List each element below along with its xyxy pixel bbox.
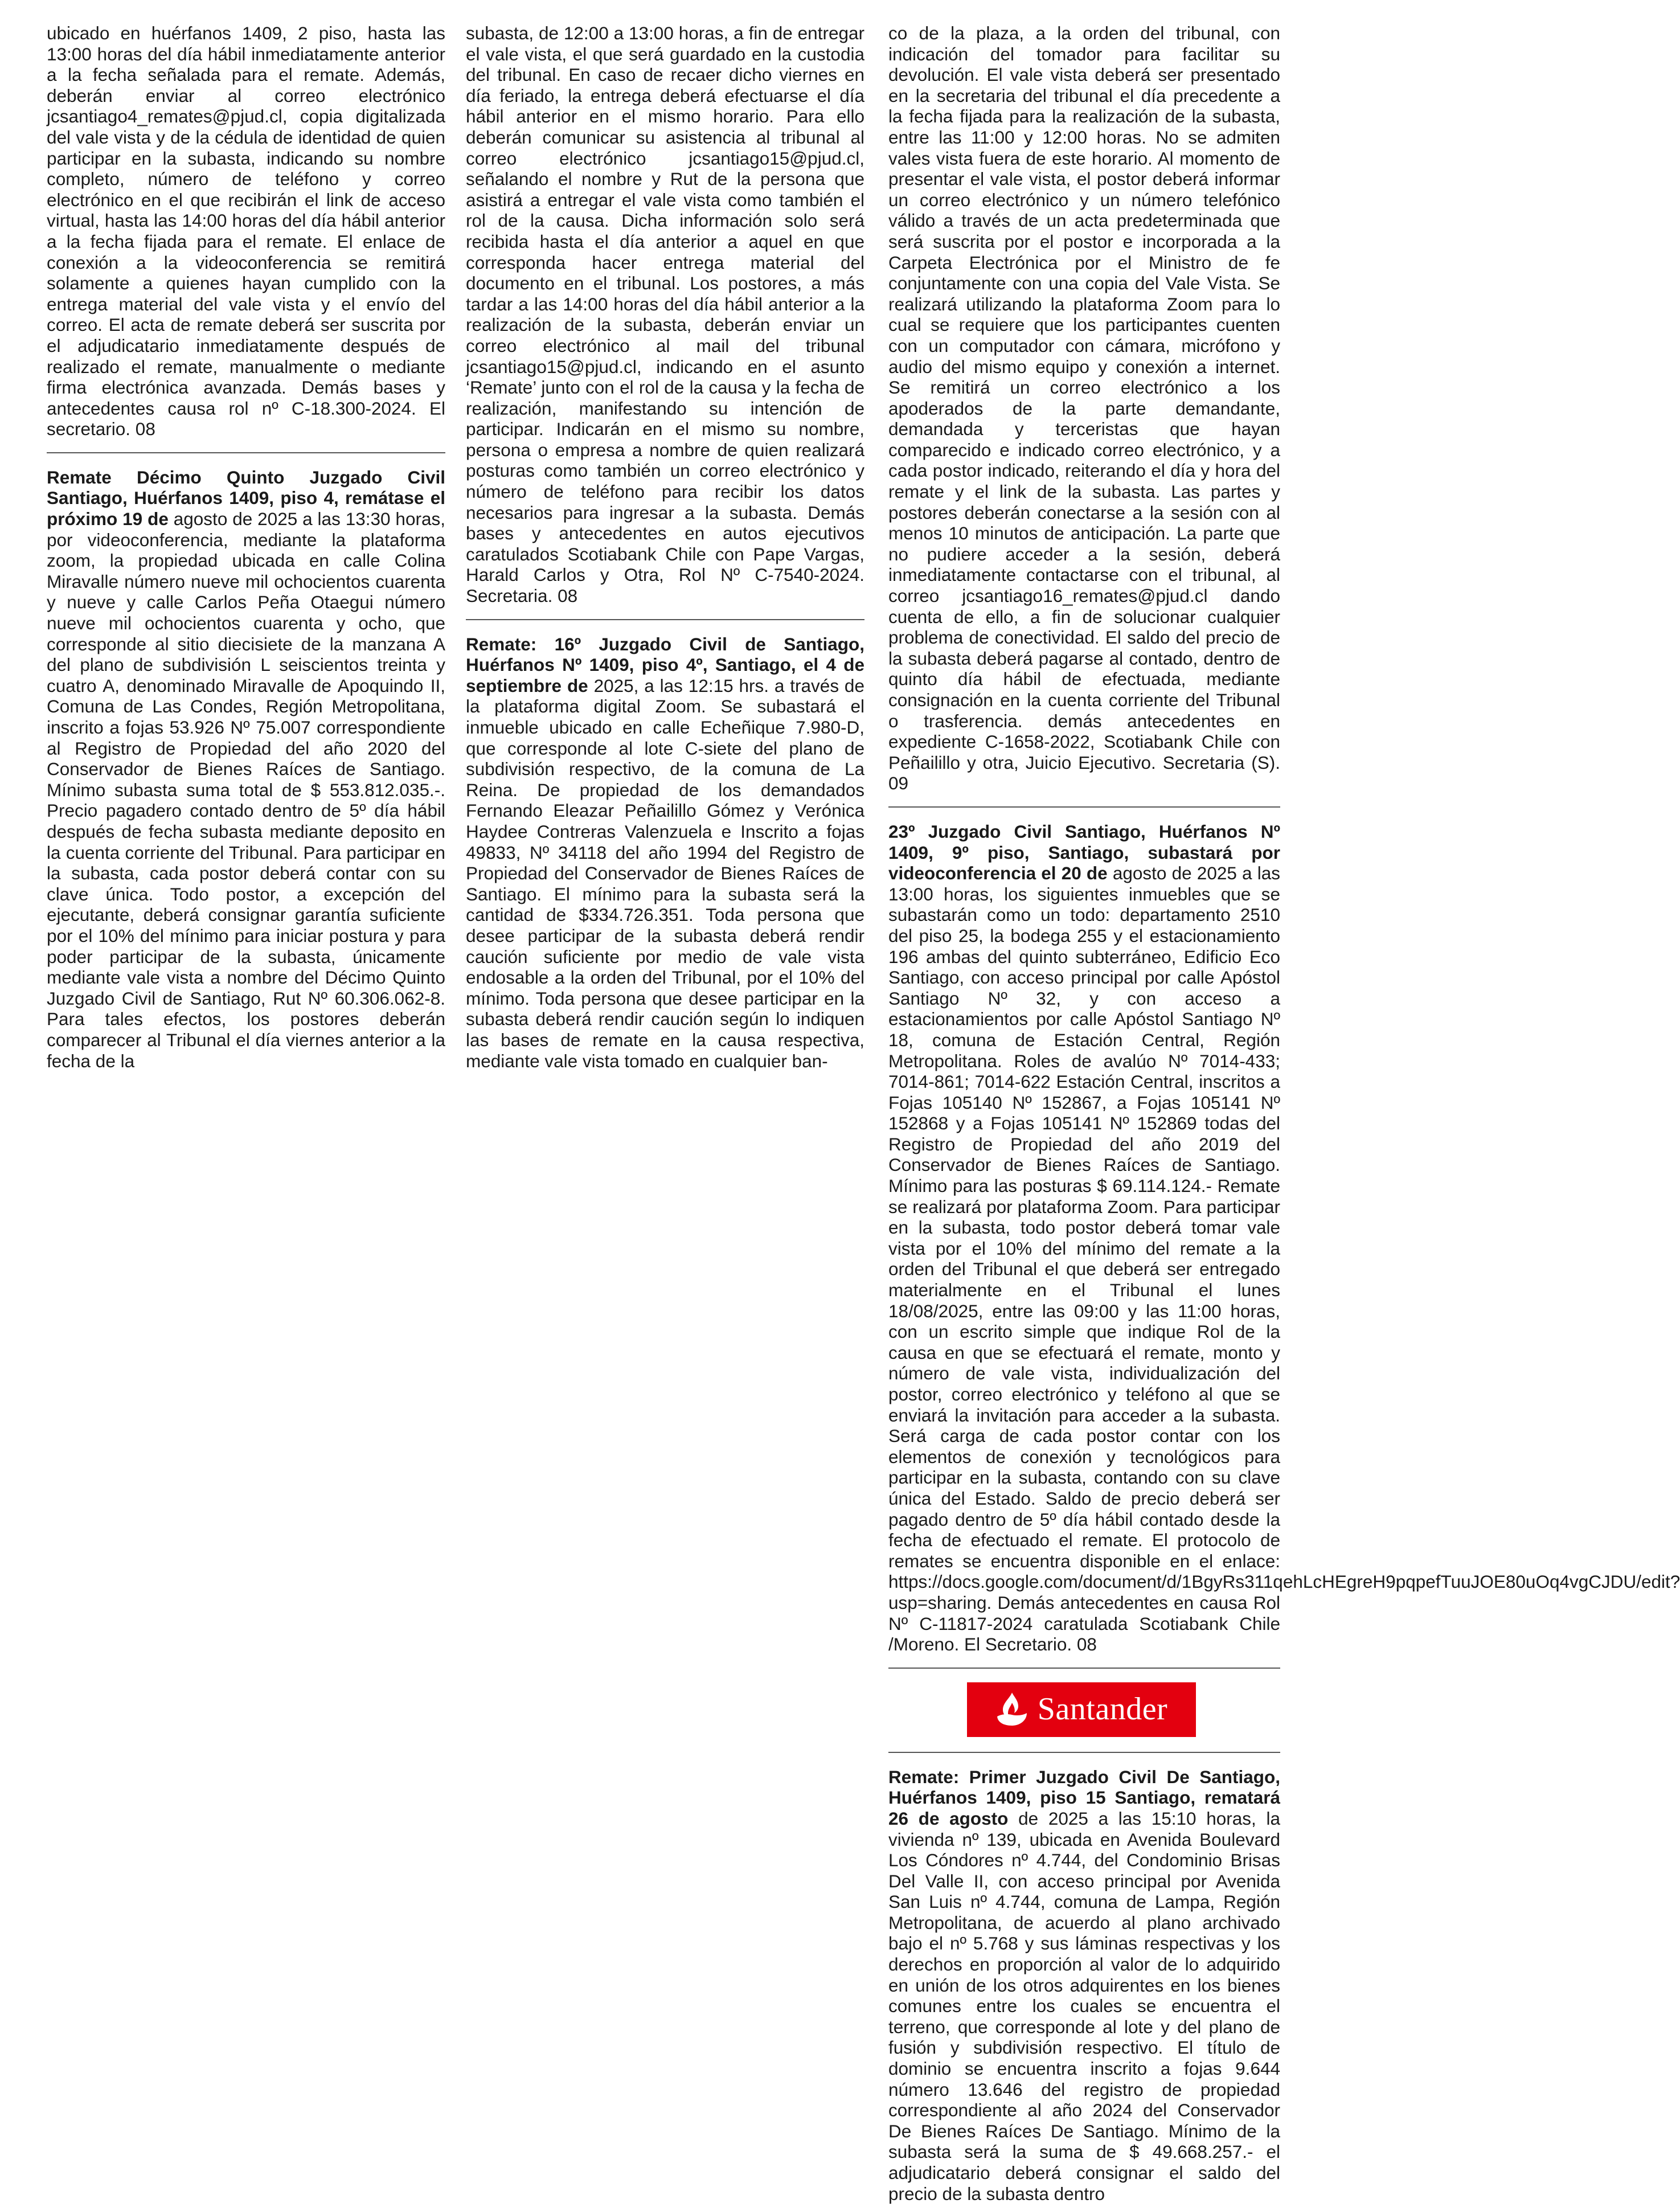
notice-body (888, 23, 1280, 794)
notice-body-text: 2025, a las 12:15 hrs. a través de la plataforma digital Zoom. Se subastará el inmueble ubicado en calle Echeñique 7.980-D, que corresponde al lote C-siete del plano de subdivisión respectivo, de la comuna de La Reina. De propiedad de los demandados Fernando Eleazar Peñailillo Gómez y Verónica Haydee Contreras Valenzuela e Inscrito a fojas 49833, Nº 34118 del año 1994 del Registro de Propiedad del Conservador de Bienes Raíces de Santiago. El mínimo para la subasta será la cantidad de $334.726.351. Toda persona que desee participar de la subasta deberá rendir caución suficiente por medio de vale vista endosable a la orden del Tribunal, por el 10% del mínimo. Toda persona que desee participar en la subasta deberá rendir caución según lo indiquen las bases de remate en la causa respectiva, mediante vale vista tomado en cualquier ban- (466, 675, 864, 1071)
notice-heading: Remate: 16º Juzgado Civil de Santiago, Huérfanos Nº 1409, piso 4º, Santiago, el 4 de septiembre de (466, 633, 864, 696)
column-2 (466, 23, 864, 1071)
santander-ad (888, 1682, 1280, 1748)
notice-body-text: de 2025 a las 15:10 horas, la vivienda nº 139, ubicada en Avenida Boulevard Los Cóndores nº 4.744, del Condominio Brisas Del Valle II, con acceso principal por Avenida San Luis nº 4.744, comuna de Lampa, Región Metropolitana, de acuerdo al plano archivado bajo el nº 5.768 y sus láminas respectivas y los derechos en proporción al valor de lo adquirido en unión de los otros adquirentes en los bienes comunes entre los cuales se encuentra el terreno, que corresponde al lote y del plano de fusión y subdivisión respectivo. El título de dominio se encuentra inscrito a fojas 9.644 número 13.646 del registro de propiedad correspondiente al año 2024 del Conservador De Bienes Raíces De Santiago. Mínimo de la subasta será la suma de $ 49.668.257.- el adjudicatario deberá consignar el saldo del precio de la subasta dentro (888, 1808, 1280, 2204)
notice-body-text: agosto de 2025 a las 13:00 horas, los siguientes inmuebles que se subastarán como un todo: departamento 2510 del piso 25, la bodega 255 y el estacionamiento 196 ambas del quinto subterráneo, Edificio Eco Santiago, con acceso principal por calle Apóstol Santiago Nº 32, y con acceso a estacionamientos por calle Apóstol Santiago Nº 18, comuna de Estación Central, Región Metropolitana. Roles de avalúo Nº 7014-433; 7014-861; 7014-622 Estación Central, inscritos a Fojas 105140 Nº 152867, a Fojas 105141 Nº 152868 y a Fojas 105141 Nº 152869 todas del Registro de Propiedad del año 2019 del Conservador de Bienes Raíces de Santiago. Mínimo para las posturas $ 69.114.124.- Remate se realizará por plataforma Zoom. Para participar en la subasta, todo postor deberá tomar vale vista por el 10% del mínimo del remate a la orden del Tribunal el que deberá ser entregado materialmente en el Tribunal el lunes 18/08/2025, entre las 09:00 y las 11:00 horas, con un escrito simple que indique Rol de la causa en que se efectuará el remate, monto y número de vale vista, individualización del postor, correo electrónico y teléfono al que se enviará la invitación para acceder a la subasta. Será carga de cada postor contar con los elementos de conexión y tecnológicos para participar en la subasta, contando con su clave única del Estado. Saldo de precio deberá ser pagado dentro de 5º día hábil contado desde la fecha de efectuado el remate. El protocolo de remates se encuentra disponible en el enlace: https://docs.google.com/document/d/1BgyRs311qehLcHEgreH9pqpefTuuJOE80uOq4vgCJDU/edit?usp=sharing. Demás antecedentes en causa Rol Nº C-11817-2024 caratulada Scotiabank Chile /Moreno. El Secretario. 08 (888, 863, 1680, 1655)
notice-body (466, 23, 864, 607)
notice-continuation-4th-court (47, 23, 445, 440)
notice-heading: Remate Décimo Quinto Juzgado Civil Santiago, Huérfanos 1409, piso 4, remátase el próximo 19 de (47, 466, 445, 530)
separator-rule (888, 1752, 1280, 1753)
notice-1st-court (888, 1767, 1280, 2204)
santander-logo (967, 1682, 1196, 1737)
separator-rule (888, 1668, 1280, 1669)
column-3 (888, 23, 1680, 2204)
santander-brand-text: Santander (1037, 1691, 1168, 1727)
separator-rule (47, 452, 445, 453)
notice-body (466, 634, 864, 1071)
notice-body-text: subasta, de 12:00 a 13:00 horas, a fin de entregar el vale vista, el que será guardado en la custodia del tribunal. En caso de recaer dicho viernes en día feriado, la entrega deberá efectuarse el día hábil anterior en el mismo horario. Para ello deberán comunicar su asistencia al tribunal al correo electrónico jcsantiago15@pjud.cl, señalando el nombre y Rut de la persona que asistirá a entregar el vale vista como también el rol de la causa. Dicha información solo será recibida hasta el día anterior a aquel en que corresponda hacer entrega material del documento en el tribunal. Los postores, a más tardar a las 14:00 horas del día hábil anterior a la realización de la subasta, deberán enviar un correo electrónico al mail del tribunal jcsantiago15@pjud.cl, indicando en el asunto ‘Remate’ junto con el rol de la causa y la fecha de realización, manifestando su intención de participar. Indicarán en el mismo su nombre, persona o empresa a nombre de quien realizará posturas como también un correo electrónico y número de teléfono para recibir los datos necesarios para ingresar a la subasta. Demás bases y antecedentes en autos ejecutivos caratulados Scotiabank Chile con Pape Vargas, Harald Carlos y Otra, Rol Nº C-7540-2024. Secretaria. 08 (466, 23, 864, 607)
column-1 (47, 23, 445, 1071)
notice-heading: Remate: Primer Juzgado Civil De Santiago, Huérfanos 1409, piso 15 Santiago, rematará 26 de agosto (888, 1766, 1280, 1829)
notice-body (888, 821, 1680, 1655)
separator-rule (466, 619, 864, 620)
notice-heading: 23º Juzgado Civil Santiago, Huérfanos Nº 1409, 9º piso, Santiago, subastará por videoconferencia el 20 de (888, 821, 1280, 884)
notice-16th-court (466, 634, 864, 1071)
notice-15th-court (47, 467, 445, 1071)
notice-continuation-15th-court (466, 23, 864, 607)
notice-body-text: co de la plaza, a la orden del tribunal, con indicación del tomador para facilitar su devolución. El vale vista deberá ser presentado en la secretaria del tribunal el día precedente a la fecha fijada para la realización de la subasta, entre las 11:00 y 12:00 horas. No se admiten vales vista fuera de este horario. Al momento de presentar el vale vista, el postor deberá informar un correo electrónico y un número telefónico válido a través de un acta predeterminada que será suscrita por el postor e incorporada a la Carpeta Electrónica por el Ministro de fe conjuntamente con una copia del Vale Vista. Se realizará utilizando la plataforma Zoom para lo cual se requiere que los participantes cuenten con un computador con cámara, micrófono y audio del mismo equipo y conexión a internet. Se remitirá un correo electrónico a los apoderados de la parte demandante, demandada y terceristas que hayan comparecido e indicado correo electrónico, y a cada postor indicado, reiterando el día y hora del remate y el link de la subasta. Las partes y postores deberán conectarse a la sesión con al menos 10 minutos de anticipación. La parte que no pudiere acceder a la sesión, deberá inmediatamente contactarse con el tribunal, al correo jcsantiago16_remates@pjud.cl dando cuenta de ello, a fin de solucionar cualquier problema de conectividad. El saldo del precio de la subasta deberá pagarse al contado, dentro de quinto día hábil de efectuada, mediante consignación en la cuenta corriente del Tribunal o trasferencia. demás antecedentes en expediente C-1658-2022, Scotiabank Chile con Peñailillo y otra, Juicio Ejecutivo. Secretaria (S). 09 (888, 23, 1280, 794)
separator-rule (888, 806, 1280, 808)
notice-body (47, 467, 445, 1071)
notice-body (47, 23, 445, 440)
notice-body-text: ubicado en huérfanos 1409, 2 piso, hasta las 13:00 horas del día hábil inmediatamente anterior a la fecha señalada para el remate. Además, deberán enviar al correo electrónico jcsantiago4_remates@pjud.cl, copia digitalizada del vale vista y de la cédula de identidad de quien participar en la subasta, indicando su nombre completo, número de teléfono y correo electrónico en el que recibirán el link de acceso virtual, hasta las 14:00 horas del día hábil anterior a la fecha fijada para el remate. El enlace de conexión a la videoconferencia se remitirá solamente a quienes hayan cumplido con la entrega material del vale vista y el envío del correo. El acta de remate deberá ser suscrita por el adjudicatario inmediatamente después de realizado el remate, manualmente o mediante firma electrónica avanzada. Demás bases y antecedentes causa rol nº C-18.300-2024. El secretario. 08 (47, 23, 445, 440)
notice-body-text: agosto de 2025 a las 13:30 horas, por videoconferencia, mediante la plataforma zoom, la propiedad ubicada en calle Colina Miravalle número nueve mil ochocientos cuarenta y nueve y calle Carlos Peña Otaegui número nueve mil ochocientos cuarenta y ocho, que corresponde al sitio diecisiete de la manzana A del plano de subdivisión L seiscientos treinta y cuatro A, denominado Miravalle de Apoquindo II, Comuna de Las Condes, Región Metropolitana, inscrito a fojas 53.926 Nº 75.007 correspondiente al Registro de Propiedad del año 2020 del Conservador de Bienes Raíces de Santiago. Mínimo subasta suma total de $ 553.812.035.-. Precio pagadero contado dentro de 5º día hábil después de fecha subasta mediante deposito en la cuenta corriente del Tribunal. Para participar en la subasta, cada postor deberá contar con su clave única. Todo postor, a excepción del ejecutante, deberá consignar garantía suficiente por el 10% del mínimo para iniciar postura y para poder participar de la subasta, únicamente mediante vale vista a nombre del Décimo Quinto Juzgado Civil de Santiago, Rut Nº 60.306.062-8. Para tales efectos, los postores deberán comparecer al Tribunal el día viernes anterior a la fecha de la (47, 509, 445, 1071)
notice-body (888, 1767, 1280, 2204)
santander-flame-icon (995, 1691, 1029, 1728)
notice-continuation-16th-court (888, 23, 1280, 794)
notice-23rd-court (888, 821, 1680, 1655)
